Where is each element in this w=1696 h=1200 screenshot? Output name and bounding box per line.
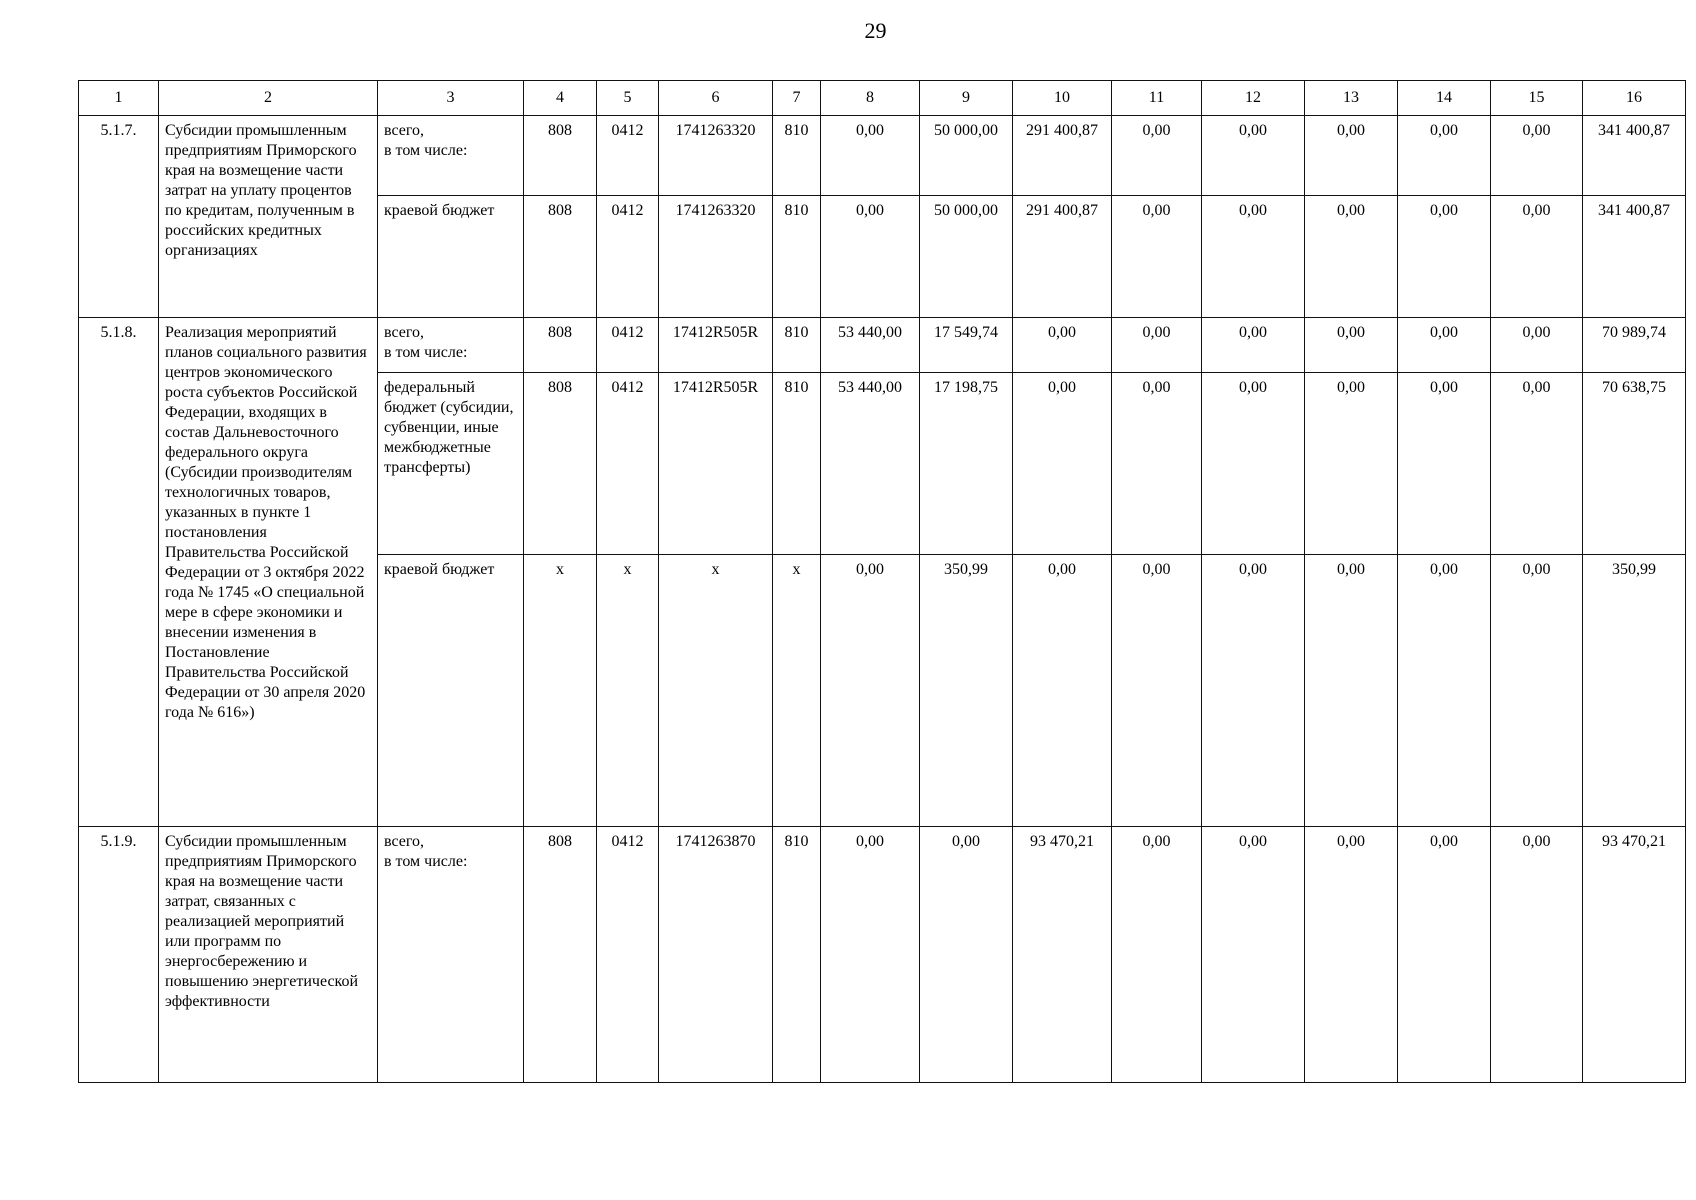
cell-col7: 810 [773,196,821,318]
cell-col16: 341 400,87 [1583,116,1686,196]
cell-col13: 0,00 [1305,827,1398,1083]
cell-col8: 0,00 [821,196,920,318]
cell-col8: 53 440,00 [821,373,920,555]
cell-col7: 810 [773,318,821,373]
cell-col15: 0,00 [1491,196,1583,318]
cell-col12: 0,00 [1202,318,1305,373]
cell-col12: 0,00 [1202,116,1305,196]
header-cell: 10 [1013,81,1112,116]
cell-col4: 808 [524,373,597,555]
cell-col14: 0,00 [1398,373,1491,555]
cell-col8: 0,00 [821,555,920,827]
item-name: Субсидии промышленным предприятиям Приморского края на возмещение части затрат на уплату процентов по кредитам, полученным в российских кредитных организациях [159,116,378,318]
cell-col14: 0,00 [1398,116,1491,196]
cell-col11: 0,00 [1112,116,1202,196]
cell-col10: 291 400,87 [1013,116,1112,196]
cell-col16: 341 400,87 [1583,196,1686,318]
header-cell: 1 [79,81,159,116]
cell-col15: 0,00 [1491,318,1583,373]
budget-table [78,80,1686,1083]
funding-source: краевой бюджет [378,196,524,318]
funding-source: краевой бюджет [378,555,524,827]
cell-col12: 0,00 [1202,827,1305,1083]
cell-col5: 0412 [597,196,659,318]
table-row [79,827,1686,1083]
cell-col12: 0,00 [1202,555,1305,827]
header-cell: 2 [159,81,378,116]
item-name: Субсидии промышленным предприятиям Приморского края на возмещение части затрат, связанных с реализацией мероприятий или программ по энергосбережению и повышению энергетической эффективности [159,827,378,1083]
cell-col11: 0,00 [1112,373,1202,555]
cell-col7: 810 [773,116,821,196]
cell-col7: 810 [773,827,821,1083]
cell-col10: 291 400,87 [1013,196,1112,318]
header-cell: 4 [524,81,597,116]
cell-col16: 70 638,75 [1583,373,1686,555]
cell-col9: 17 198,75 [920,373,1013,555]
header-cell: 5 [597,81,659,116]
cell-col9: 350,99 [920,555,1013,827]
cell-col15: 0,00 [1491,555,1583,827]
cell-col10: 0,00 [1013,373,1112,555]
cell-col7: х [773,555,821,827]
table-row [79,116,1686,196]
header-cell: 8 [821,81,920,116]
funding-source: федеральный бюджет (субсидии, субвенции, иные межбюджетные трансферты) [378,373,524,555]
cell-col11: 0,00 [1112,555,1202,827]
cell-col5: 0412 [597,373,659,555]
cell-col5: 0412 [597,116,659,196]
cell-col14: 0,00 [1398,196,1491,318]
cell-col6: х [659,555,773,827]
cell-col12: 0,00 [1202,373,1305,555]
cell-col11: 0,00 [1112,196,1202,318]
cell-col4: 808 [524,827,597,1083]
header-cell: 3 [378,81,524,116]
cell-col10: 0,00 [1013,555,1112,827]
cell-col9: 50 000,00 [920,196,1013,318]
cell-col4: 808 [524,116,597,196]
cell-col11: 0,00 [1112,827,1202,1083]
header-cell: 16 [1583,81,1686,116]
header-row [79,81,1686,116]
item-name: Реализация мероприятий планов социального развития центров экономического роста субъектов Российской Федерации, входящих в состав Дальневосточного федерального округа (Субсидии производителям технологичных товаров, указанных в пункте 1 постановления Правительства Российской Федерации от 3 октября 2022 года № 1745 «О специальной мере в сфере экономики и внесении изменения в Постановление Правительства Российской Федерации от 30 апреля 2020 года № 616») [159,318,378,827]
item-number: 5.1.9. [79,827,159,1083]
cell-col14: 0,00 [1398,827,1491,1083]
header-cell: 14 [1398,81,1491,116]
cell-col6: 1741263870 [659,827,773,1083]
header-cell: 7 [773,81,821,116]
cell-col6: 17412R505R [659,318,773,373]
cell-col13: 0,00 [1305,116,1398,196]
header-cell: 11 [1112,81,1202,116]
cell-col13: 0,00 [1305,318,1398,373]
cell-col5: 0412 [597,318,659,373]
cell-col10: 0,00 [1013,318,1112,373]
cell-col11: 0,00 [1112,318,1202,373]
cell-col4: 808 [524,318,597,373]
cell-col16: 93 470,21 [1583,827,1686,1083]
cell-col13: 0,00 [1305,373,1398,555]
item-number: 5.1.8. [79,318,159,827]
cell-col15: 0,00 [1491,116,1583,196]
cell-col5: 0412 [597,827,659,1083]
cell-col16: 350,99 [1583,555,1686,827]
cell-col10: 93 470,21 [1013,827,1112,1083]
cell-col8: 0,00 [821,827,920,1083]
cell-col4: х [524,555,597,827]
cell-col9: 17 549,74 [920,318,1013,373]
page-number: 29 [864,18,887,43]
cell-col15: 0,00 [1491,827,1583,1083]
cell-col9: 0,00 [920,827,1013,1083]
cell-col6: 17412R505R [659,373,773,555]
funding-source: всего, в том числе: [378,318,524,373]
header-cell: 15 [1491,81,1583,116]
item-number: 5.1.7. [79,116,159,318]
cell-col5: х [597,555,659,827]
cell-col6: 1741263320 [659,116,773,196]
cell-col9: 50 000,00 [920,116,1013,196]
cell-col14: 0,00 [1398,555,1491,827]
cell-col13: 0,00 [1305,196,1398,318]
cell-col15: 0,00 [1491,373,1583,555]
table-row [79,318,1686,373]
cell-col8: 53 440,00 [821,318,920,373]
cell-col16: 70 989,74 [1583,318,1686,373]
funding-source: всего, в том числе: [378,827,524,1083]
cell-col13: 0,00 [1305,555,1398,827]
cell-col14: 0,00 [1398,318,1491,373]
header-cell: 9 [920,81,1013,116]
funding-source: всего, в том числе: [378,116,524,196]
cell-col4: 808 [524,196,597,318]
cell-col6: 1741263320 [659,196,773,318]
cell-col12: 0,00 [1202,196,1305,318]
cell-col8: 0,00 [821,116,920,196]
header-cell: 13 [1305,81,1398,116]
cell-col7: 810 [773,373,821,555]
header-cell: 12 [1202,81,1305,116]
header-cell: 6 [659,81,773,116]
